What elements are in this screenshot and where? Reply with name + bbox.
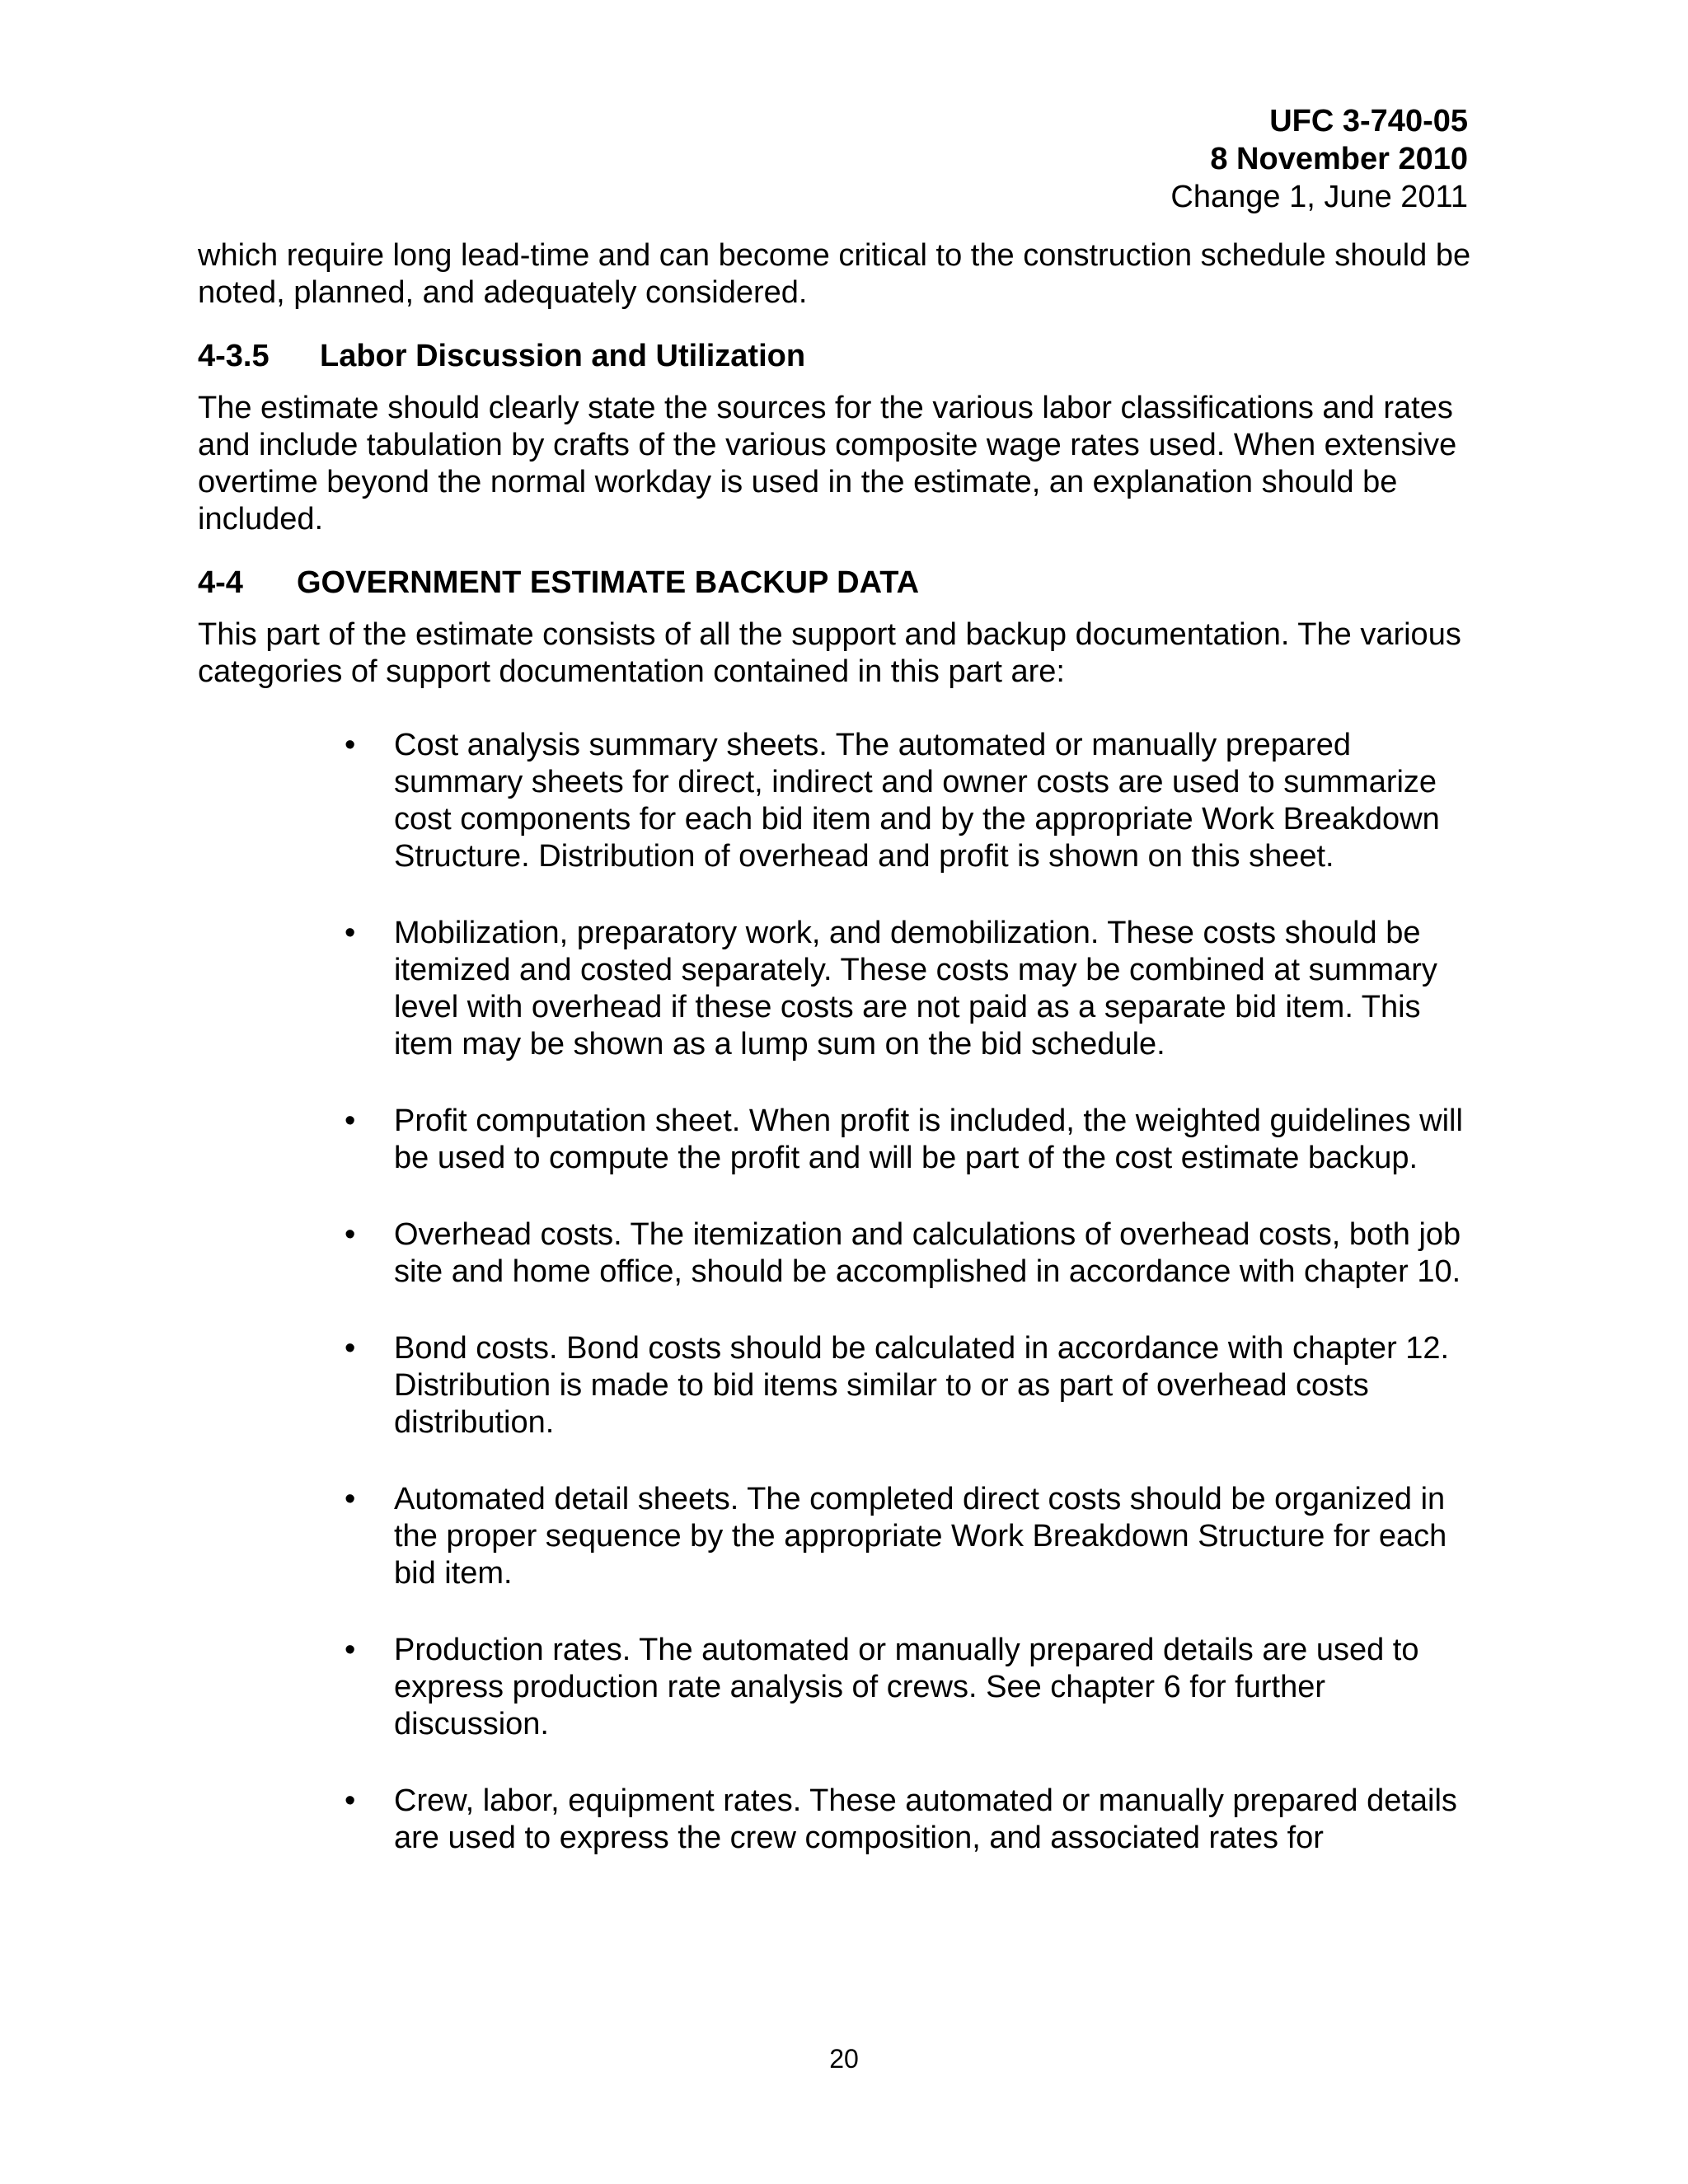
list-item-text: Overhead costs. The itemization and calculations of overhead costs, both job site and home office, should be accomplished in accordance with chapter 10.: [394, 1217, 1461, 1289]
list-item-text: Bond costs. Bond costs should be calculated in accordance with chapter 12. Distribution is made to bid items similar to or as part of overhead costs distribution.: [394, 1331, 1450, 1440]
section-number: 4-4: [198, 565, 243, 600]
section-title: GOVERNMENT ESTIMATE BACKUP DATA: [297, 565, 920, 600]
list-item: [198, 1216, 1484, 1291]
change-notice: Change 1, June 2011: [1170, 180, 1468, 214]
section-body-4-3-5: The estimate should clearly state the sources for the various labor classifications and rates and include tabulation by crafts of the various composite wage rates used. When extensive overtime beyond the normal workday is used in the estimate, an explanation should be included.: [198, 391, 1457, 537]
section-heading-4-4: [198, 565, 1484, 602]
page-header: [1170, 102, 1468, 216]
bullet-icon: •: [345, 916, 356, 950]
page-content: [198, 237, 1484, 1896]
page-number: 20: [829, 2044, 859, 2074]
bullet-list: [198, 727, 1484, 1857]
intro-paragraph: which require long lead-time and can become critical to the construction schedule should be noted, planned, and adequately considered.: [198, 238, 1471, 310]
section-body-4-4: This part of the estimate consists of all the support and backup documentation. The various categories of support documentation contained in this part are:: [198, 617, 1461, 689]
bullet-icon: •: [345, 1104, 356, 1138]
list-item: [198, 1330, 1484, 1441]
list-item-text: Production rates. The automated or manually prepared details are used to express production rate analysis of crews. See chapter 6 for further discussion.: [394, 1633, 1419, 1741]
bullet-icon: •: [345, 1633, 356, 1667]
list-item: [198, 915, 1484, 1063]
list-item-text: Mobilization, preparatory work, and demobilization. These costs should be itemized and costed separately. These costs may be combined at summary level with overhead if these costs are not paid as a separate bid item. This item may be shown as a lump sum on the bid schedule.: [394, 916, 1437, 1062]
list-item-text: Crew, labor, equipment rates. These automated or manually prepared details are used to express the crew composition, and associated rates for: [394, 1783, 1457, 1855]
document-number: UFC 3-740-05: [1269, 104, 1468, 138]
section-title: Labor Discussion and Utilization: [320, 339, 806, 373]
bullet-icon: •: [345, 1331, 356, 1366]
bullet-icon: •: [345, 1482, 356, 1516]
bullet-icon: •: [345, 1217, 356, 1252]
list-item-text: Cost analysis summary sheets. The automated or manually prepared summary sheets for direct, indirect and owner costs are used to summarize cost components for each bid item and by the appropriate Work Breakdown Structure. Distribution of overhead and profit is shown on this sheet.: [394, 728, 1440, 874]
list-item-text: Profit computation sheet. When profit is included, the weighted guidelines will be used to compute the profit and will be part of the cost estimate backup.: [394, 1104, 1463, 1175]
list-item: [198, 1783, 1484, 1857]
section-number: 4-3.5: [198, 339, 270, 373]
list-item-text: Automated detail sheets. The completed direct costs should be organized in the proper sequence by the appropriate Work Breakdown Structure for each bid item.: [394, 1482, 1447, 1591]
bullet-icon: •: [345, 728, 356, 762]
list-item: [198, 1632, 1484, 1743]
list-item: [198, 727, 1484, 875]
list-item: [198, 1103, 1484, 1177]
bullet-icon: •: [345, 1783, 356, 1818]
section-heading-4-3-5: [198, 338, 1484, 375]
list-item: [198, 1481, 1484, 1592]
document-date: 8 November 2010: [1210, 142, 1468, 176]
